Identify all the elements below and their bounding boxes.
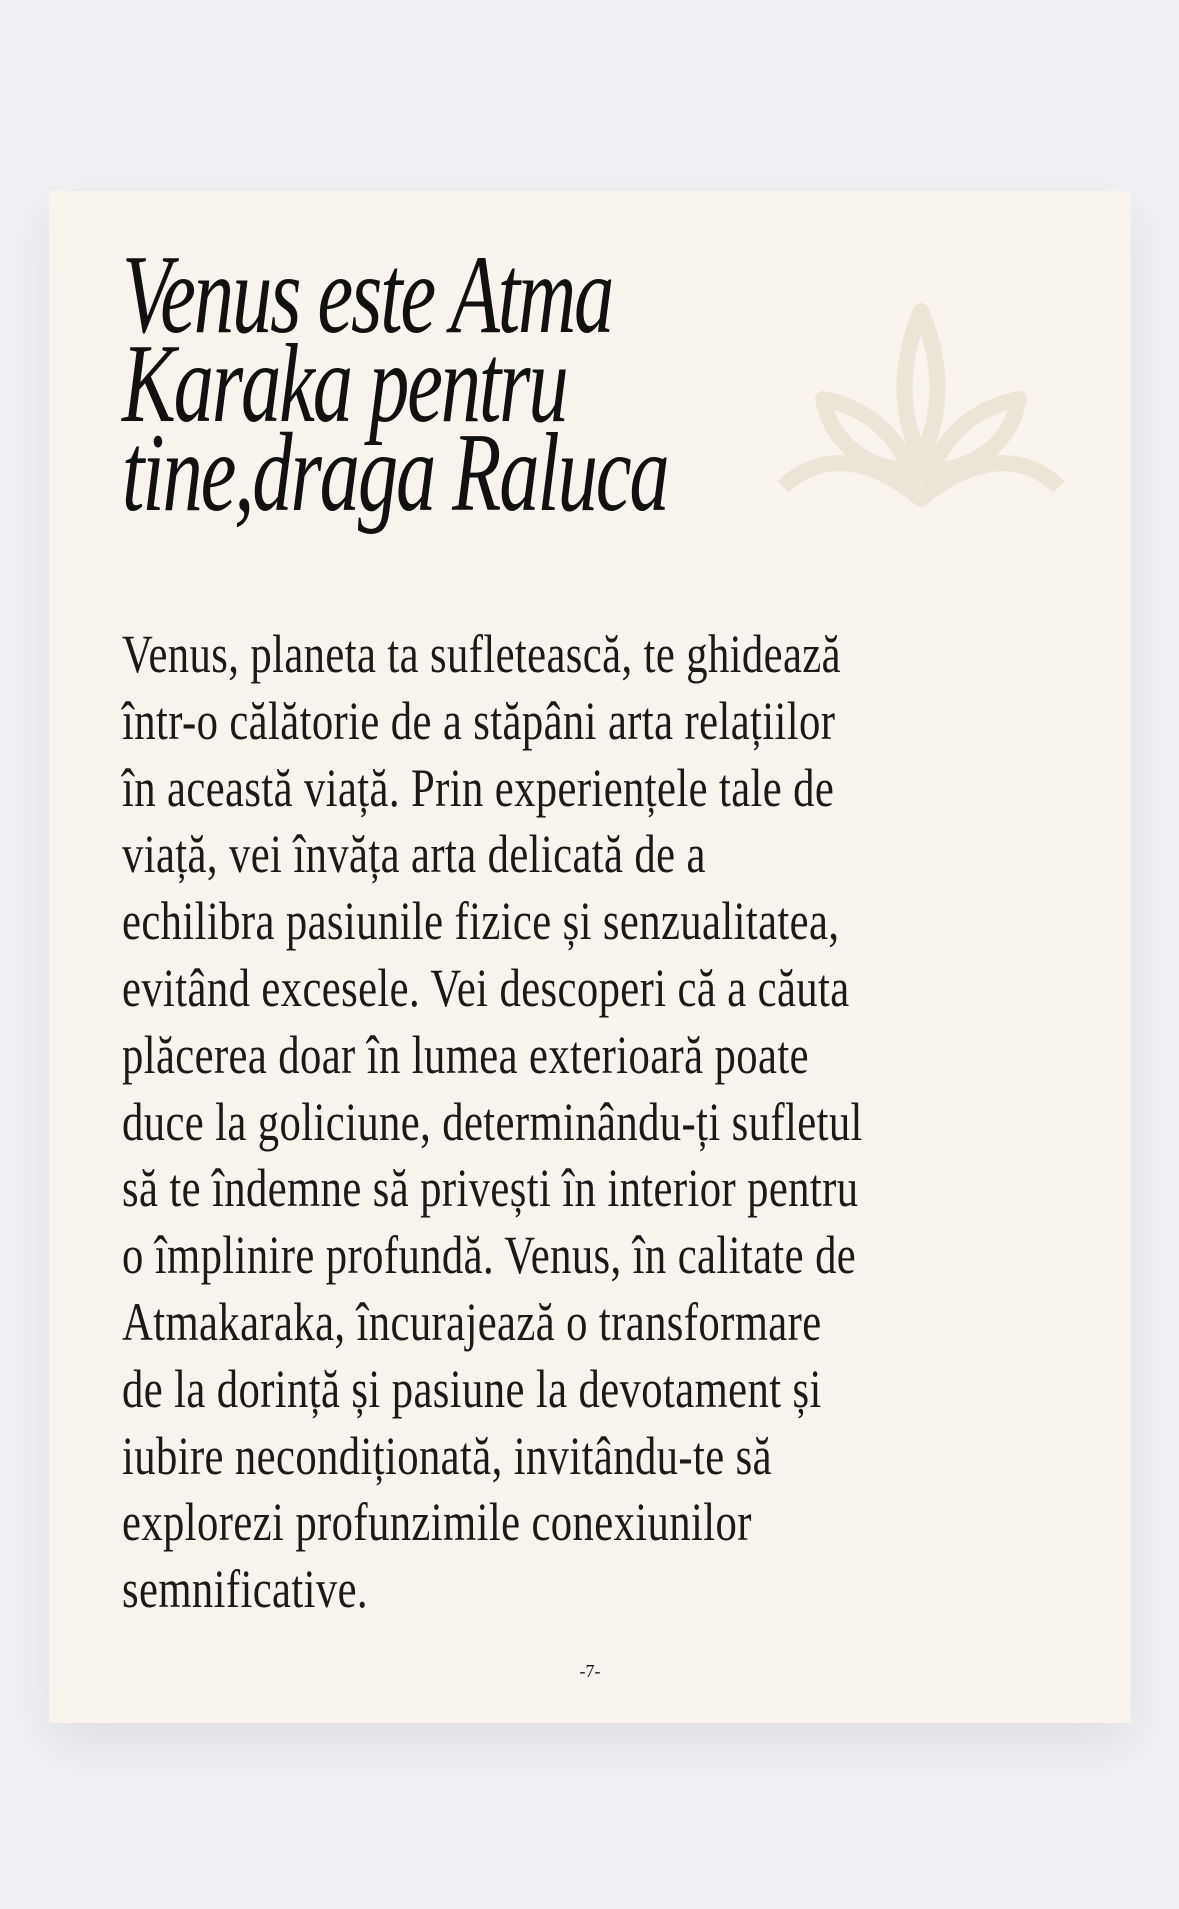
body-line: semnificative. (122, 1559, 368, 1620)
body-line: de la dorință și pasiune la devotament și (122, 1358, 822, 1419)
title-line: tine,draga Raluca (122, 411, 668, 535)
lotus-icon (773, 299, 1069, 511)
body-line: să te îndemne să privești în interior pentru (122, 1158, 859, 1219)
body-line: o împlinire profundă. Venus, în calitate de (122, 1225, 857, 1286)
body-line: explorezi profunzimile conexiunilor (122, 1492, 752, 1553)
body-line: evitând excesele. Vei descoperi că a căuta (122, 957, 850, 1018)
body-line: viață, vei învăța arta delicată de a (122, 824, 706, 885)
title-line: Venus este Atma (122, 233, 613, 357)
page-number: -7- (579, 1661, 601, 1681)
page-title (122, 233, 880, 535)
body-line: într-o călătorie de a stăpâni arta relațiilor (122, 690, 836, 751)
body-line: iubire necondiționată, invitându-te să (122, 1425, 772, 1486)
body-line: duce la goliciune, determinându-ți sufletul (122, 1091, 863, 1152)
page-card (49, 191, 1131, 1723)
body-line: plăcerea doar în lumea exterioară poate (122, 1024, 809, 1085)
body-line: echilibra pasiunile fizice și senzualitatea, (122, 891, 840, 952)
title-line: Karaka pentru (122, 322, 567, 446)
body-line: Atmakaraka, încurajează o transformare (122, 1291, 822, 1352)
body-line: Venus, planeta ta sufletească, te ghidează (122, 624, 841, 684)
body-text (122, 621, 1060, 1623)
body-line: în această viață. Prin experiențele tale de (122, 757, 835, 818)
